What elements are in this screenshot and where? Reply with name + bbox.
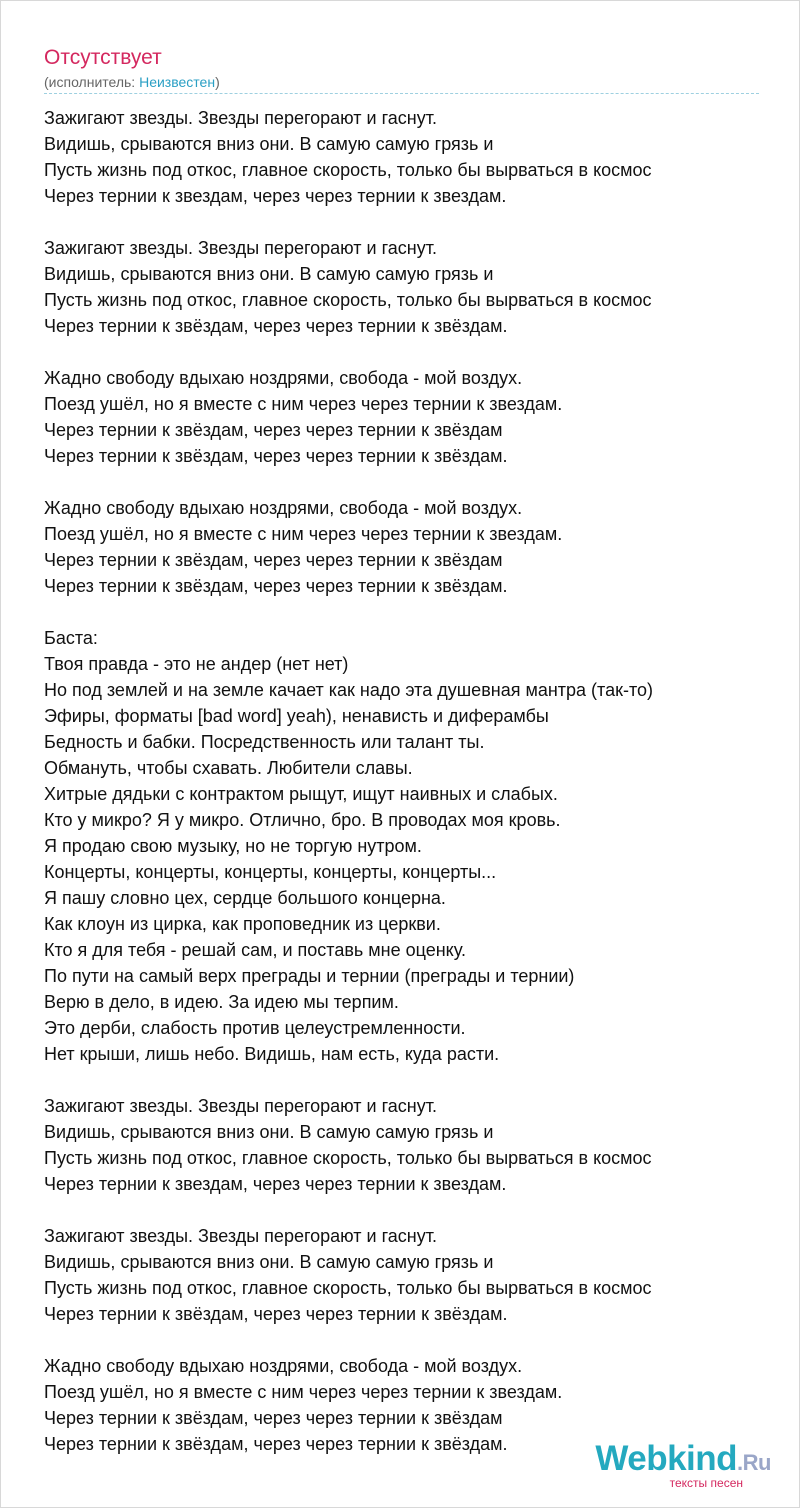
lyric-line: Я продаю свою музыку, но не торгую нутром. (44, 836, 422, 856)
lyric-line: Видишь, срываются вниз они. В самую самую грязь и (44, 1122, 494, 1142)
lyric-line: Через тернии к звёздам, через через тернии к звёздам (44, 1408, 503, 1428)
lyric-line: Кто у микро? Я у микро. Отлично, бро. В проводах моя кровь. (44, 810, 561, 830)
watermark-logo (595, 1441, 771, 1481)
lyric-line: Бедность и бабки. Посредственность или талант ты. (44, 732, 485, 752)
lyric-line: Верю в дело, в идею. За идею мы терпим. (44, 992, 399, 1012)
watermark-name: Webkind (595, 1439, 738, 1478)
song-title: Отсутствует (44, 46, 162, 69)
lyric-line: Как клоун из цирка, как проповедник из церкви. (44, 914, 441, 934)
lyric-line: Через тернии к звёздам, через через тернии к звёздам (44, 420, 503, 440)
song-header (44, 45, 759, 91)
lyric-line: Эфиры, форматы [bad word] yeah), ненависть и диферамбы (44, 706, 549, 726)
stanza-break (44, 1067, 764, 1093)
lyric-line: Нет крыши, лишь небо. Видишь, нам есть, куда расти. (44, 1044, 500, 1064)
lyric-line: Но под землей и на земле качает как надо эта душевная мантра (так-то) (44, 680, 654, 700)
lyric-line: Через тернии к звездам, через через тернии к звездам. (44, 186, 507, 206)
stanza-break (44, 599, 764, 625)
lyric-line: Через тернии к звёздам, через через тернии к звёздам. (44, 1434, 508, 1454)
lyric-line: Видишь, срываются вниз они. В самую самую грязь и (44, 1252, 494, 1272)
lyrics-body (44, 105, 764, 1457)
lyric-line: Я пашу словно цех, сердце большого концерна. (44, 888, 446, 908)
lyric-line: По пути на самый верх преграды и тернии (преграды и тернии) (44, 966, 575, 986)
lyric-line: Поезд ушёл, но я вместе с ним через через тернии к звездам. (44, 524, 563, 544)
lyric-line: Поезд ушёл, но я вместе с ним через через тернии к звездам. (44, 394, 563, 414)
lyric-line: Видишь, срываются вниз они. В самую самую грязь и (44, 134, 494, 154)
lyric-line: Пусть жизнь под откос, главное скорость, только бы вырваться в космос (44, 1278, 652, 1298)
lyric-line: Хитрые дядьки с контрактом рыщут, ищут наивных и слабых. (44, 784, 558, 804)
stanza-break (44, 1327, 764, 1353)
watermark-tld: .Ru (737, 1450, 771, 1475)
artist-suffix: ) (215, 74, 220, 90)
lyric-line: Пусть жизнь под откос, главное скорость, только бы вырваться в космос (44, 290, 652, 310)
lyric-line: Жадно свободу вдыхаю ноздрями, свобода - мой воздух. (44, 368, 523, 388)
lyric-line: Через тернии к звёздам, через через тернии к звёздам. (44, 446, 508, 466)
lyric-line: Через тернии к звёздам, через через тернии к звёздам. (44, 316, 508, 336)
watermark-tagline: тексты песен (669, 1476, 743, 1490)
lyric-line: Это дерби, слабость против целеустремленности. (44, 1018, 466, 1038)
lyric-line: Пусть жизнь под откос, главное скорость, только бы вырваться в космос (44, 160, 652, 180)
lyric-line: Зажигают звезды. Звезды перегорают и гаснут. (44, 1096, 437, 1116)
lyric-line: Поезд ушёл, но я вместе с ним через через тернии к звездам. (44, 1382, 563, 1402)
lyric-line: Через тернии к звёздам, через через тернии к звёздам (44, 550, 503, 570)
artist-link[interactable]: Неизвестен (139, 74, 216, 90)
artist-line (44, 73, 759, 91)
stanza-break (44, 209, 764, 235)
lyric-line: Через тернии к звездам, через через тернии к звездам. (44, 1174, 507, 1194)
webkind-watermark (595, 1441, 771, 1489)
lyric-line: Через тернии к звёздам, через через тернии к звёздам. (44, 576, 508, 596)
lyric-line: Кто я для тебя - решай сам, и поставь мне оценку. (44, 940, 466, 960)
lyric-line: Баста: (44, 628, 98, 648)
lyric-line: Обмануть, чтобы схавать. Любители славы. (44, 758, 413, 778)
stanza-break (44, 469, 764, 495)
lyric-line: Видишь, срываются вниз они. В самую самую грязь и (44, 264, 494, 284)
lyric-line: Зажигают звезды. Звезды перегорают и гаснут. (44, 108, 437, 128)
stanza-break (44, 1197, 764, 1223)
lyric-line: Твоя правда - это не андер (нет нет) (44, 654, 349, 674)
lyric-line: Концерты, концерты, концерты, концерты, концерты... (44, 862, 497, 882)
lyric-line: Пусть жизнь под откос, главное скорость, только бы вырваться в космос (44, 1148, 652, 1168)
lyric-line: Жадно свободу вдыхаю ноздрями, свобода - мой воздух. (44, 498, 523, 518)
lyric-line: Жадно свободу вдыхаю ноздрями, свобода - мой воздух. (44, 1356, 523, 1376)
lyric-line: Через тернии к звёздам, через через тернии к звёздам. (44, 1304, 508, 1324)
lyric-line: Зажигают звезды. Звезды перегорают и гаснут. (44, 238, 437, 258)
artist-prefix: (исполнитель: (44, 74, 140, 90)
header-divider (44, 93, 759, 94)
stanza-break (44, 339, 764, 365)
lyric-line: Зажигают звезды. Звезды перегорают и гаснут. (44, 1226, 437, 1246)
